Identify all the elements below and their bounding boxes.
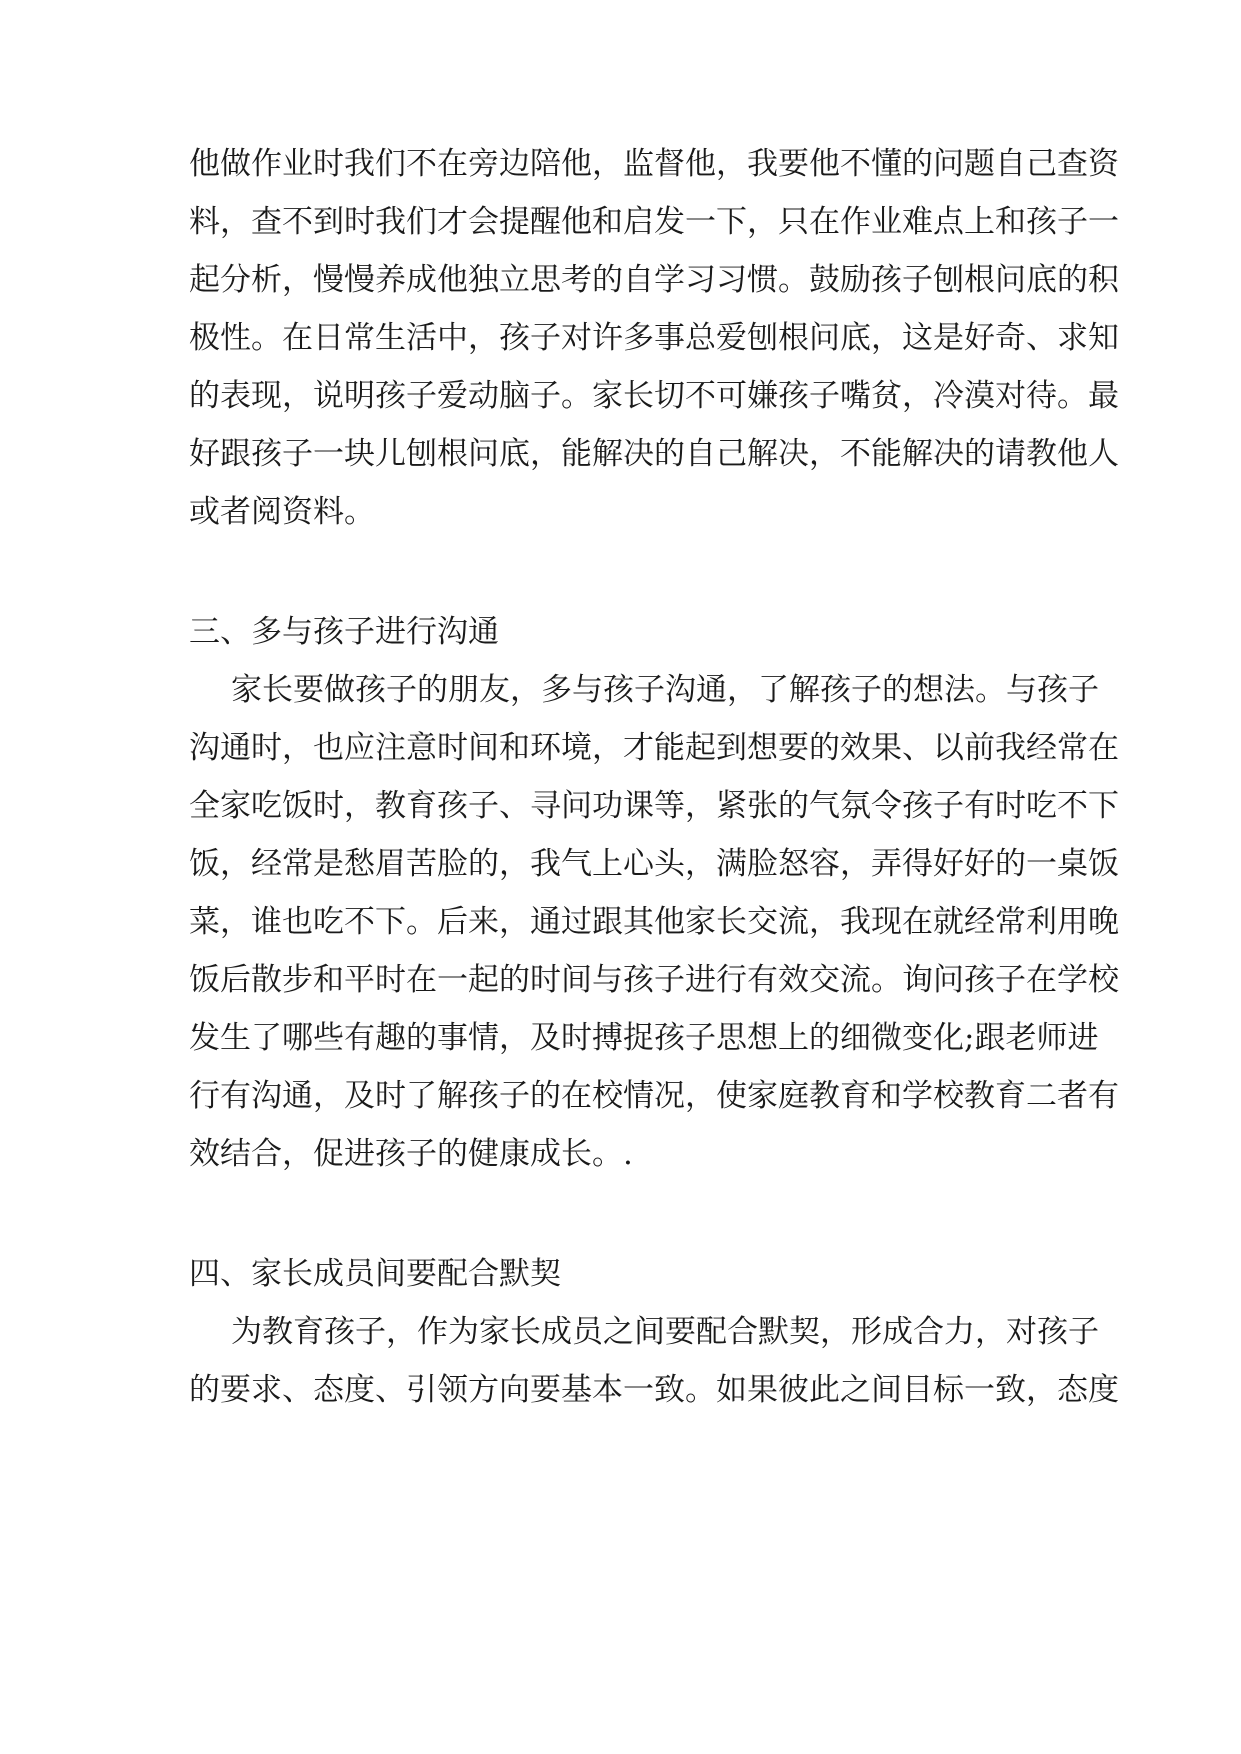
text-line: 他做作业时我们不在旁边陪他，监督他，我要他不懂的问题自己查资 [189, 146, 1119, 182]
text-line: 的要求、态度、引领方向要基本一致。如果彼此之间目标一致，态度 [189, 1372, 1119, 1408]
text-line: 的表现，说明孩子爱动脑子。家长切不可嫌孩子嘴贫，冷漠对待。最 [189, 378, 1119, 414]
text-line: 沟通时，也应注意时间和环境，才能起到想要的效果、以前我经常在 [189, 730, 1119, 766]
text-line: 发生了哪些有趣的事情，及时搏捉孩子思想上的细微变化;跟老师进 [189, 1020, 1099, 1056]
text-line: 或者阅资料。 [189, 494, 375, 530]
text-line: 家长要做孩子的朋友，多与孩子沟通，了解孩子的想法。与孩子 [231, 672, 1099, 708]
section-heading: 三、多与孩子进行沟通 [189, 614, 499, 650]
text-line: 饭，经常是愁眉苦脸的，我气上心头，满脸怒容，弄得好好的一桌饭 [189, 846, 1119, 882]
text-line: 极性。在日常生活中，孩子对许多事总爱刨根问底，这是好奇、求知 [189, 320, 1119, 356]
text-line: 起分析，慢慢养成他独立思考的自学习习惯。鼓励孩子刨根问底的积 [189, 262, 1119, 298]
text-line: 全家吃饭时，教育孩子、寻问功课等，紧张的气氛令孩子有时吃不下 [189, 788, 1119, 824]
text-line: 饭后散步和平时在一起的时间与孩子进行有效交流。询问孩子在学校 [189, 962, 1119, 998]
text-line: 菜，谁也吃不下。后来，通过跟其他家长交流，我现在就经常利用晚 [189, 904, 1119, 940]
text-line: 为教育孩子，作为家长成员之间要配合默契，形成合力，对孩子 [231, 1314, 1099, 1350]
text-line: 料，查不到时我们才会提醒他和启发一下，只在作业难点上和孩子一 [189, 204, 1119, 240]
text-line: 好跟孩子一块儿刨根问底，能解决的自己解决，不能解决的请教他人 [189, 436, 1119, 472]
section-heading: 四、家长成员间要配合默契 [189, 1256, 561, 1292]
text-line: 行有沟通，及时了解孩子的在校情况，使家庭教育和学校教育二者有 [189, 1078, 1119, 1114]
text-line: 效结合，促进孩子的健康成长。. [189, 1136, 633, 1172]
